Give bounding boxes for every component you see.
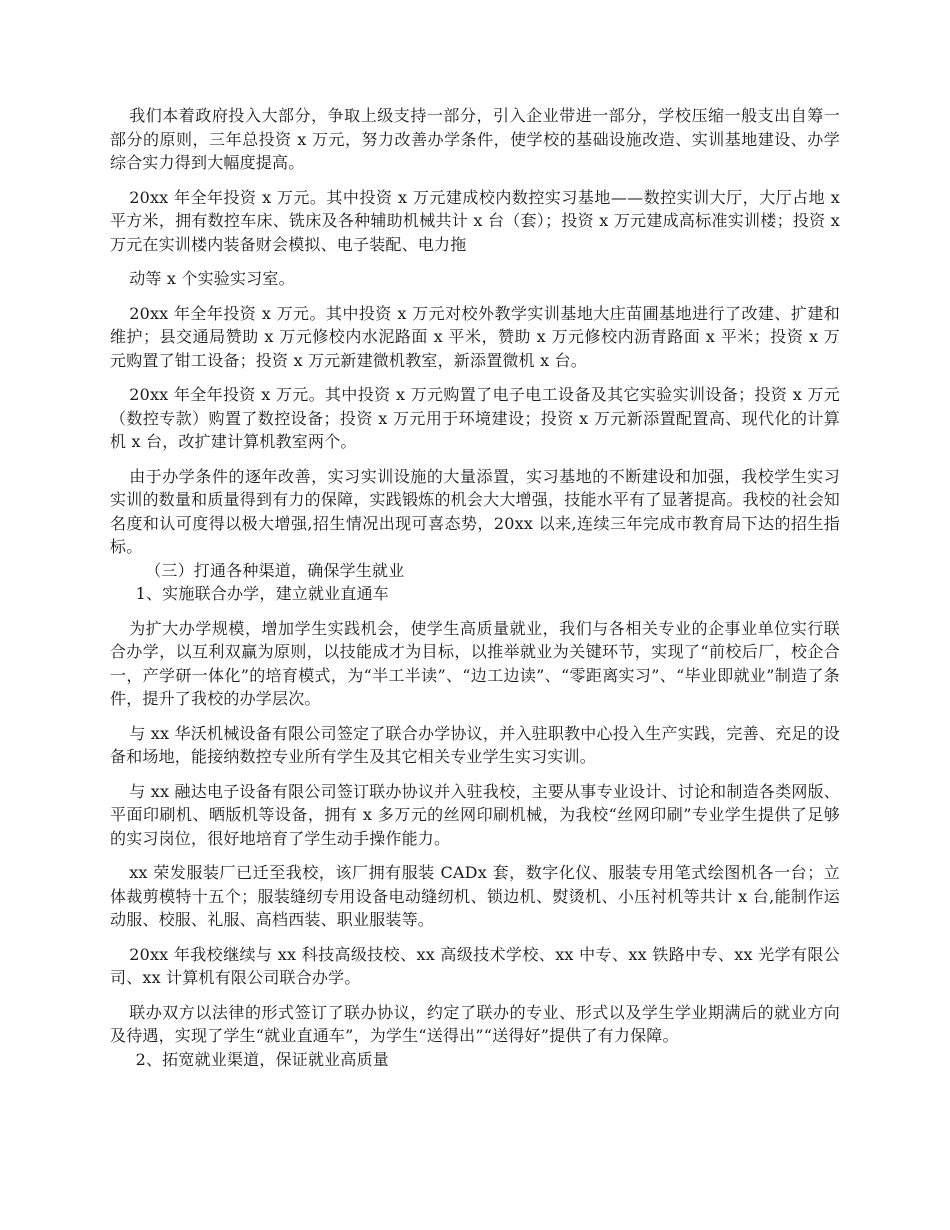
paragraph-joint-agreement: 联办双方以法律的形式签订了联办协议，约定了联办的专业、形式以及学生学业期满后的就业方向及待遇，实现了学生“就业直通车”，为学生“送得出”“送得好”提供了有力保障。 <box>110 1002 840 1045</box>
paragraph-partner-schools: 20xx 年我校继续与 xx 科技高级技校、xx 高级技术学校、xx 中专、xx 铁路中专、xx 光学有限公司、xx 计算机有限公司联合办学。 <box>110 944 840 987</box>
document-page <box>110 104 840 1071</box>
paragraph-partner-huawo: 与 xx 华沃机械设备有限公司签定了联合办学协议，并入驻职教中心投入生产实践，完善、充足的设备和场地，能接纳数控专业所有学生及其它相关专业学生实习实训。 <box>110 723 840 766</box>
paragraph-investment-year-3: 20xx 年全年投资 x 万元。其中投资 x 万元购置了电子电工设备及其它实验实训设备；投资 x 万元（数控专款）购置了数控设备；投资 x 万元用于环境建设；投资 x 万元新添置配置高、现代化的计算机 x 台，改扩建计算机教室两个。 <box>110 385 840 451</box>
paragraph-partner-rongda: 与 xx 融达电子设备有限公司签订联办协议并入驻我校，主要从事专业设计、讨论和制造各类网版、平面印刷机、晒版机等设备，拥有 x 多万元的丝网印刷机械，为我校“丝网印刷”专业学生提供了足够的实习岗位，很好地培育了学生动手操作能力。 <box>110 781 840 848</box>
paragraph-investment-year-2: 20xx 年全年投资 x 万元。其中投资 x 万元对校外教学实训基地大庄苗圃基地进行了改建、扩建和维护；县交通局赞助 x 万元修校内水泥路面 x 平米，赞助 x 万元修校内沥青路面 x 平米；投资 x 万元购置了钳工设备；投资 x 万元新建微机教室，新添置微机 x 台。 <box>110 303 840 370</box>
paragraph-funding-principle: 我们本着政府投入大部分，争取上级支持一部分，引入企业带进一部分，学校压缩一般支出自筹一部分的原则，三年总投资 x 万元，努力改善办学条件，使学校的基础设施改造、实训基地建设、办学综合实力得到大幅度提高。 <box>110 106 840 172</box>
subsection-heading-employment-channels: 2、拓宽就业渠道，保证就业高质量 <box>135 1049 389 1069</box>
paragraph-investment-year-1-continued: 动等 x 个实验实习室。 <box>129 269 295 288</box>
section-heading-employment: （三）打通各种渠道，确保学生就业 <box>145 560 405 580</box>
paragraph-investment-year-1: 20xx 年全年投资 x 万元。其中投资 x 万元建成校内数控实习基地——数控实训大厅，大厅占地 x 平方米，拥有数控车床、铣床及各种辅助机械共计 x 台（套）；投资 x 万元建成高标准实训楼；投资 x 万元在实训楼内装备财会模拟、电子装配、电力拖 <box>110 187 840 254</box>
paragraph-partner-rongfa: xx 荣发服装厂已迁至我校，该厂拥有服装 CADx 套，数字化仪、服装专用笔式绘图机各一台；立体裁剪模特十五个；服装缝纫专用设备电动缝纫机、锁边机、熨烫机、小压衬机等共计 x 台,能制作运动服、校服、礼服、高档西装、职业服装等。 <box>110 863 840 929</box>
paragraph-improvement-results: 由于办学条件的逐年改善，实习实训设施的大量添置，实习基地的不断建设和加强，我校学生实习实训的数量和质量得到有力的保障，实践锻炼的机会大大增强，技能水平有了显著提高。我校的社会知名度和认可度得以极大增强,招生情况出现可喜态势，20xx 以来,连续三年完成市教育局下达的招生指标。 <box>110 466 840 556</box>
paragraph-joint-school-model: 为扩大办学规模，增加学生实践机会，使学生高质量就业，我们与各相关专业的企事业单位实行联合办学，以互利双赢为原则，以技能成才为目标，以推举就业为关键环节，实现了“前校后厂，校企合一，产学研一体化”的培育模式，为“半工半读”、“边工边读”、“零距离实习”、“毕业即就业”制造了条件，提升了我校的办学层次。 <box>110 618 840 708</box>
subsection-heading-joint-school: 1、实施联合办学，建立就业直通车 <box>135 584 389 603</box>
